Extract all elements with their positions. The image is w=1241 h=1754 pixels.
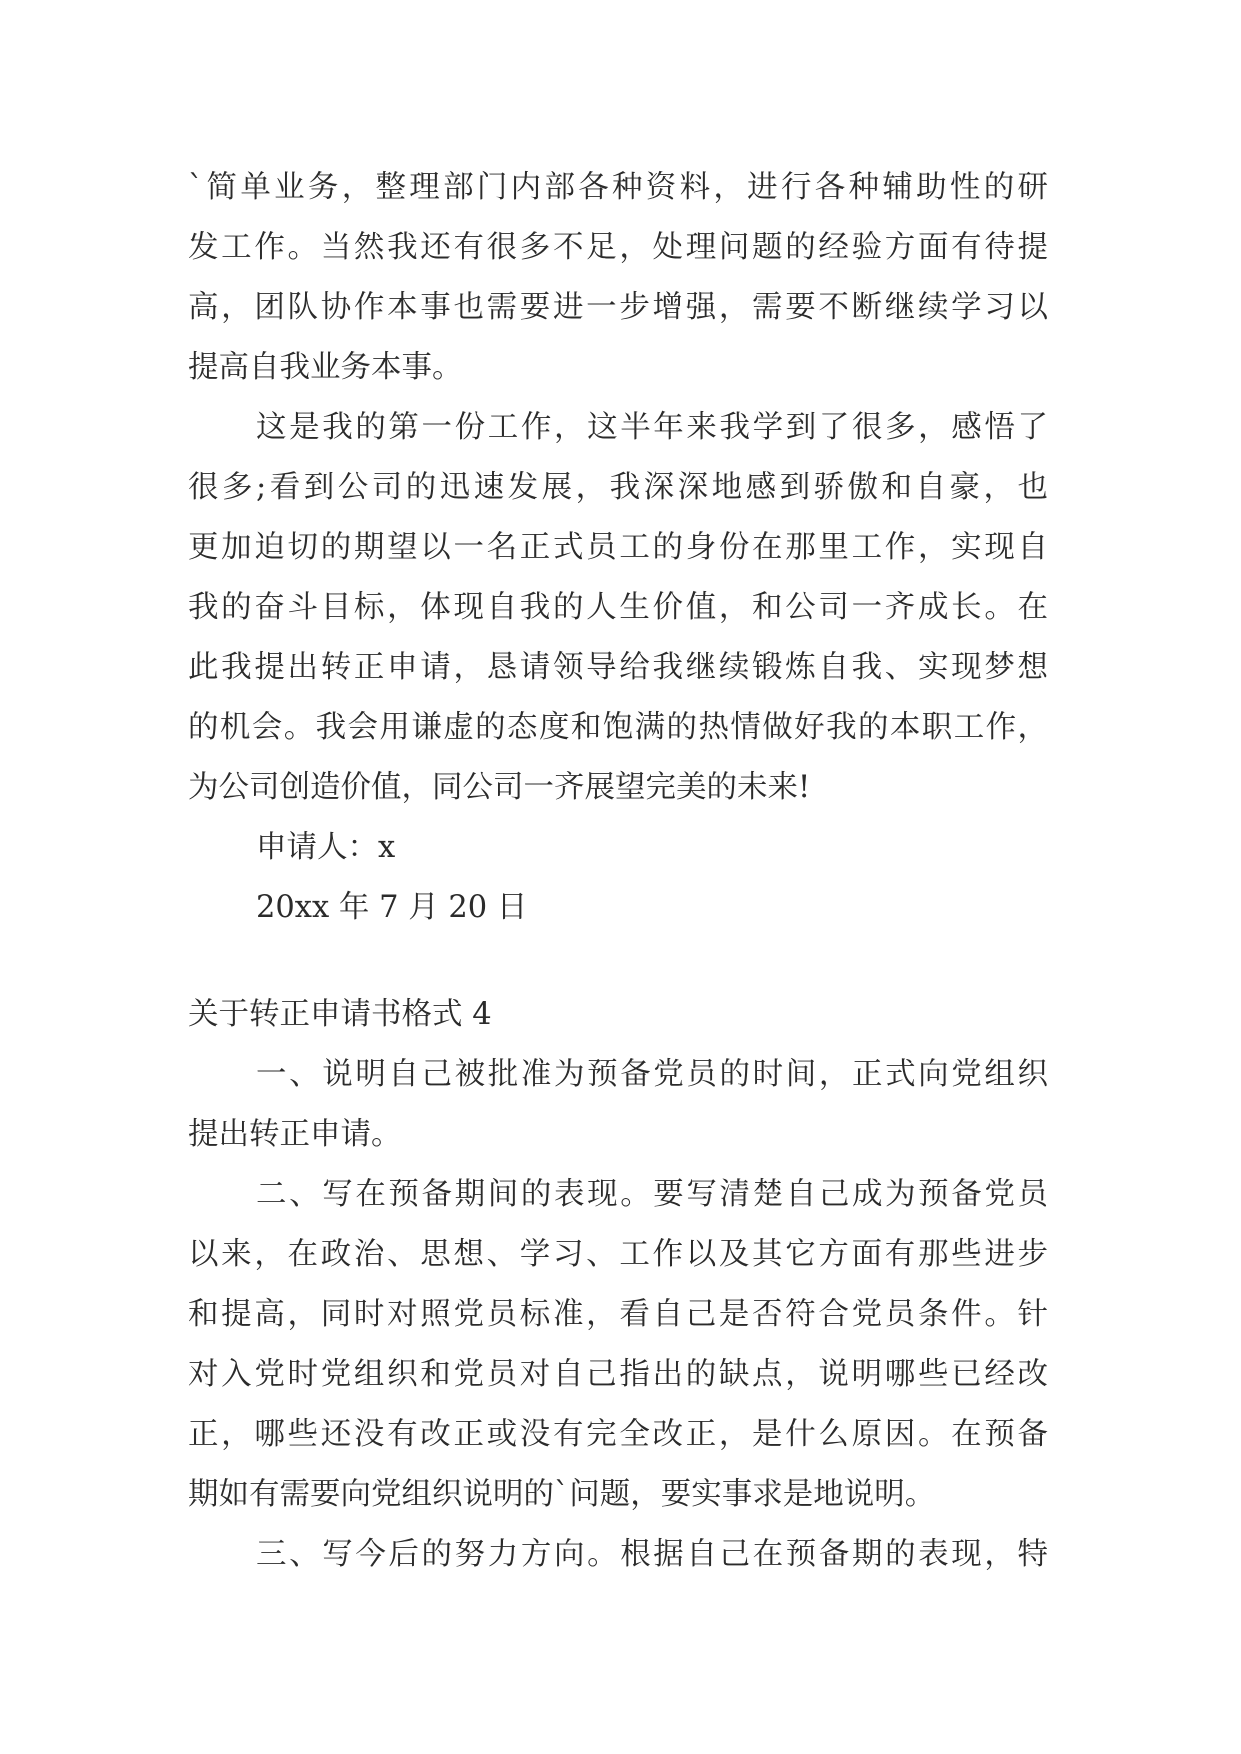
paragraph-first-line: 这是我的第一份工作，这半年来我学到了很多，感悟了 (256, 410, 1048, 445)
body-line: 正，哪些还没有改正或没有完全改正，是什么原因。在预备 (188, 1417, 1048, 1452)
body-line: 提出转正申请。 (188, 1117, 402, 1152)
body-line: 期如有需要向党组织说明的`问题，要实事求是地说明。 (188, 1477, 936, 1512)
body-line: 很多;看到公司的迅速发展，我深深地感到骄傲和自豪，也 (188, 470, 1048, 505)
body-line: 的机会。我会用谦虚的态度和饱满的热情做好我的本职工作， (188, 710, 1048, 745)
body-line: 对入党时党组织和党员对自己指出的缺点，说明哪些已经改 (188, 1357, 1048, 1392)
section-heading: 关于转正申请书格式 4 (188, 997, 492, 1032)
paragraph-first-line: 一、说明自己被批准为预备党员的时间，正式向党组织 (256, 1057, 1048, 1092)
application-date: 20xx 年 7 月 20 日 (256, 890, 528, 925)
body-line: 发工作。当然我还有很多不足，处理问题的经验方面有待提 (188, 230, 1048, 265)
body-line: 以来，在政治、思想、学习、工作以及其它方面有那些进步 (188, 1237, 1048, 1272)
paragraph-first-line: 二、写在预备期间的表现。要写清楚自己成为预备党员 (256, 1177, 1048, 1212)
body-line: 高，团队协作本事也需要进一步增强，需要不断继续学习以 (188, 290, 1048, 325)
body-line: 更加迫切的期望以一名正式员工的身份在那里工作，实现自 (188, 530, 1048, 565)
body-line: 提高自我业务本事。 (188, 350, 463, 385)
body-line: 和提高，同时对照党员标准，看自己是否符合党员条件。针 (188, 1297, 1048, 1332)
applicant-signature: 申请人：x (256, 830, 396, 865)
body-line: 为公司创造价值，同公司一齐展望完美的未来! (188, 770, 811, 805)
paragraph-first-line: 三、写今后的努力方向。根据自己在预备期的表现，特 (256, 1537, 1048, 1572)
body-line: 此我提出转正申请，恳请领导给我继续锻炼自我、实现梦想 (188, 650, 1048, 685)
body-line: `简单业务，整理部门内部各种资料，进行各种辅助性的研 (188, 170, 1048, 205)
body-line: 我的奋斗目标，体现自我的人生价值，和公司一齐成长。在 (188, 590, 1048, 625)
